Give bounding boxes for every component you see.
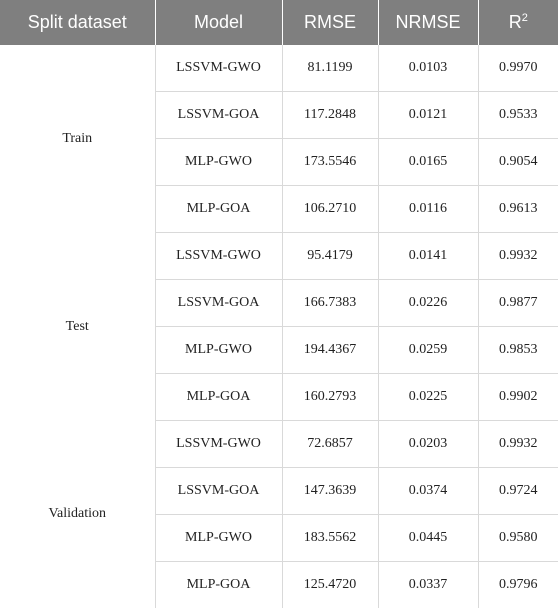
cell-model: MLP-GWO [155, 515, 282, 562]
cell-model: LSSVM-GOA [155, 92, 282, 139]
table-row [0, 421, 558, 468]
cell-rmse: 72.6857 [282, 421, 378, 468]
cell-r2: 0.9932 [478, 233, 558, 280]
cell-nrmse: 0.0116 [378, 186, 478, 233]
table-body [0, 45, 558, 608]
cell-r2: 0.9853 [478, 327, 558, 374]
cell-model: MLP-GWO [155, 327, 282, 374]
cell-r2: 0.9932 [478, 421, 558, 468]
cell-model: LSSVM-GOA [155, 468, 282, 515]
cell-r2: 0.9877 [478, 280, 558, 327]
cell-nrmse: 0.0165 [378, 139, 478, 186]
cell-r2: 0.9613 [478, 186, 558, 233]
header-split-dataset: Split dataset [0, 0, 155, 45]
cell-r2: 0.9054 [478, 139, 558, 186]
group-validation: Validation [0, 421, 155, 608]
group-test: Test [0, 233, 155, 421]
cell-nrmse: 0.0203 [378, 421, 478, 468]
cell-r2: 0.9970 [478, 45, 558, 92]
cell-rmse: 95.4179 [282, 233, 378, 280]
cell-model: LSSVM-GWO [155, 233, 282, 280]
table-header [0, 0, 558, 45]
header-r2-base: R [509, 12, 522, 32]
cell-model: LSSVM-GOA [155, 280, 282, 327]
cell-rmse: 166.7383 [282, 280, 378, 327]
cell-model: MLP-GOA [155, 374, 282, 421]
cell-nrmse: 0.0141 [378, 233, 478, 280]
cell-rmse: 160.2793 [282, 374, 378, 421]
cell-rmse: 81.1199 [282, 45, 378, 92]
cell-r2: 0.9533 [478, 92, 558, 139]
table-row [0, 233, 558, 280]
header-row [0, 0, 558, 45]
header-r2 [478, 0, 558, 45]
cell-r2: 0.9902 [478, 374, 558, 421]
cell-r2: 0.9580 [478, 515, 558, 562]
cell-nrmse: 0.0226 [378, 280, 478, 327]
group-train: Train [0, 45, 155, 233]
cell-model: LSSVM-GWO [155, 421, 282, 468]
header-rmse: RMSE [282, 0, 378, 45]
cell-model: LSSVM-GWO [155, 45, 282, 92]
cell-nrmse: 0.0374 [378, 468, 478, 515]
cell-rmse: 117.2848 [282, 92, 378, 139]
cell-rmse: 194.4367 [282, 327, 378, 374]
cell-r2: 0.9796 [478, 562, 558, 608]
cell-nrmse: 0.0259 [378, 327, 478, 374]
header-model: Model [155, 0, 282, 45]
cell-model: MLP-GWO [155, 139, 282, 186]
cell-nrmse: 0.0121 [378, 92, 478, 139]
cell-nrmse: 0.0445 [378, 515, 478, 562]
cell-rmse: 173.5546 [282, 139, 378, 186]
header-r2-sup: 2 [522, 12, 528, 24]
cell-rmse: 183.5562 [282, 515, 378, 562]
header-nrmse: NRMSE [378, 0, 478, 45]
cell-nrmse: 0.0225 [378, 374, 478, 421]
table-row [0, 45, 558, 92]
cell-r2: 0.9724 [478, 468, 558, 515]
cell-model: MLP-GOA [155, 186, 282, 233]
cell-rmse: 106.2710 [282, 186, 378, 233]
cell-nrmse: 0.0337 [378, 562, 478, 608]
cell-rmse: 147.3639 [282, 468, 378, 515]
cell-rmse: 125.4720 [282, 562, 378, 608]
cell-nrmse: 0.0103 [378, 45, 478, 92]
cell-model: MLP-GOA [155, 562, 282, 608]
